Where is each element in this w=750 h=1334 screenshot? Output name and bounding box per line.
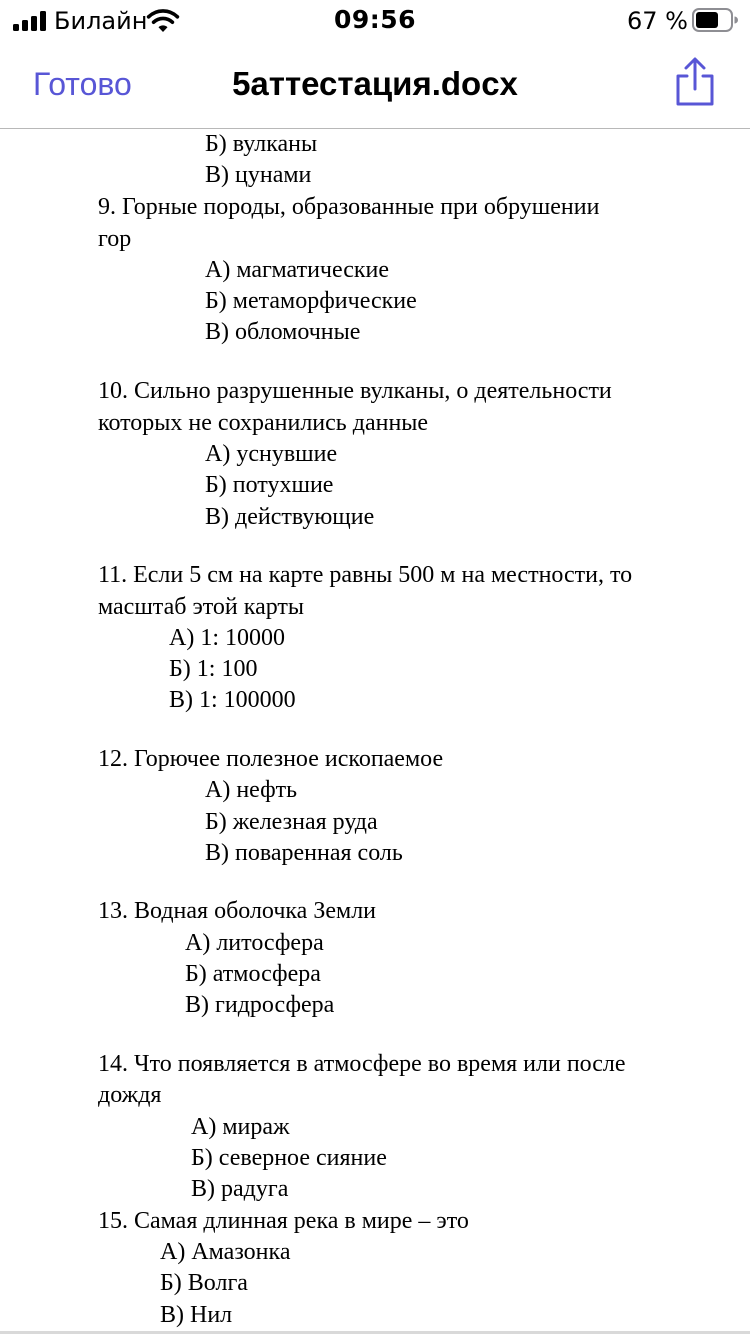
answer-option: А) нефть (205, 777, 298, 803)
question-15-text: 15. Самая длинная река в мире – это (98, 1208, 469, 1234)
question-10-text: 10. Сильно разрушенные вулканы, о деятельности (98, 378, 612, 404)
answer-option: В) поваренная соль (205, 840, 403, 866)
answer-option: А) уснувшие (205, 441, 338, 467)
question-11-text: 11. Если 5 см на карте равны 500 м на местности, то (98, 562, 633, 588)
question-10-text: которых не сохранились данные (98, 410, 429, 436)
answer-option: А) 1: 10000 (169, 625, 285, 651)
status-bar (0, 0, 750, 40)
question-12-text: 12. Горючее полезное ископаемое (98, 746, 444, 772)
question-9-text: 9. Горные породы, образованные при обрушении (98, 194, 600, 220)
status-time: 09:56 (333, 5, 417, 34)
answer-option: Б) железная руда (205, 809, 378, 835)
answer-option: Б) метаморфические (205, 288, 417, 314)
answer-option: Б) Волга (160, 1270, 248, 1296)
answer-option: В) обломочные (205, 319, 361, 345)
answer-option: В) цунами (205, 162, 312, 188)
answer-option: В) 1: 100000 (169, 687, 296, 713)
navigation-bar (0, 40, 750, 129)
carrier-name: Билайн (54, 7, 148, 35)
answer-option: А) магматические (205, 257, 390, 283)
document-view[interactable] (0, 129, 750, 1331)
answer-option: В) действующие (205, 504, 375, 530)
answer-option: В) гидросфера (185, 992, 335, 1018)
answer-option: Б) потухшие (205, 472, 334, 498)
answer-option: Б) атмосфера (185, 961, 321, 987)
question-11-text: масштаб этой карты (98, 594, 305, 620)
battery-percent: 67 % (627, 7, 688, 35)
share-icon[interactable] (672, 56, 718, 108)
question-14-text: 14. Что появляется в атмосфере во время или после (98, 1051, 626, 1077)
answer-option: А) мираж (191, 1114, 290, 1140)
done-button[interactable]: Готово (33, 66, 132, 102)
answer-option: Б) 1: 100 (169, 656, 258, 682)
answer-option: В) Нил (160, 1302, 233, 1328)
answer-option: Б) северное сияние (191, 1145, 387, 1171)
battery-icon (692, 8, 738, 32)
question-14-text: дождя (98, 1082, 162, 1108)
answer-option: А) Амазонка (160, 1239, 291, 1265)
battery-level-fill (696, 12, 718, 28)
question-13-text: 13. Водная оболочка Земли (98, 898, 377, 924)
answer-option: Б) вулканы (205, 131, 318, 157)
answer-option: В) радуга (191, 1176, 289, 1202)
answer-option: А) литосфера (185, 930, 324, 956)
question-9-text: гор (98, 226, 132, 252)
document-title: 5аттестация.docx (232, 65, 518, 102)
